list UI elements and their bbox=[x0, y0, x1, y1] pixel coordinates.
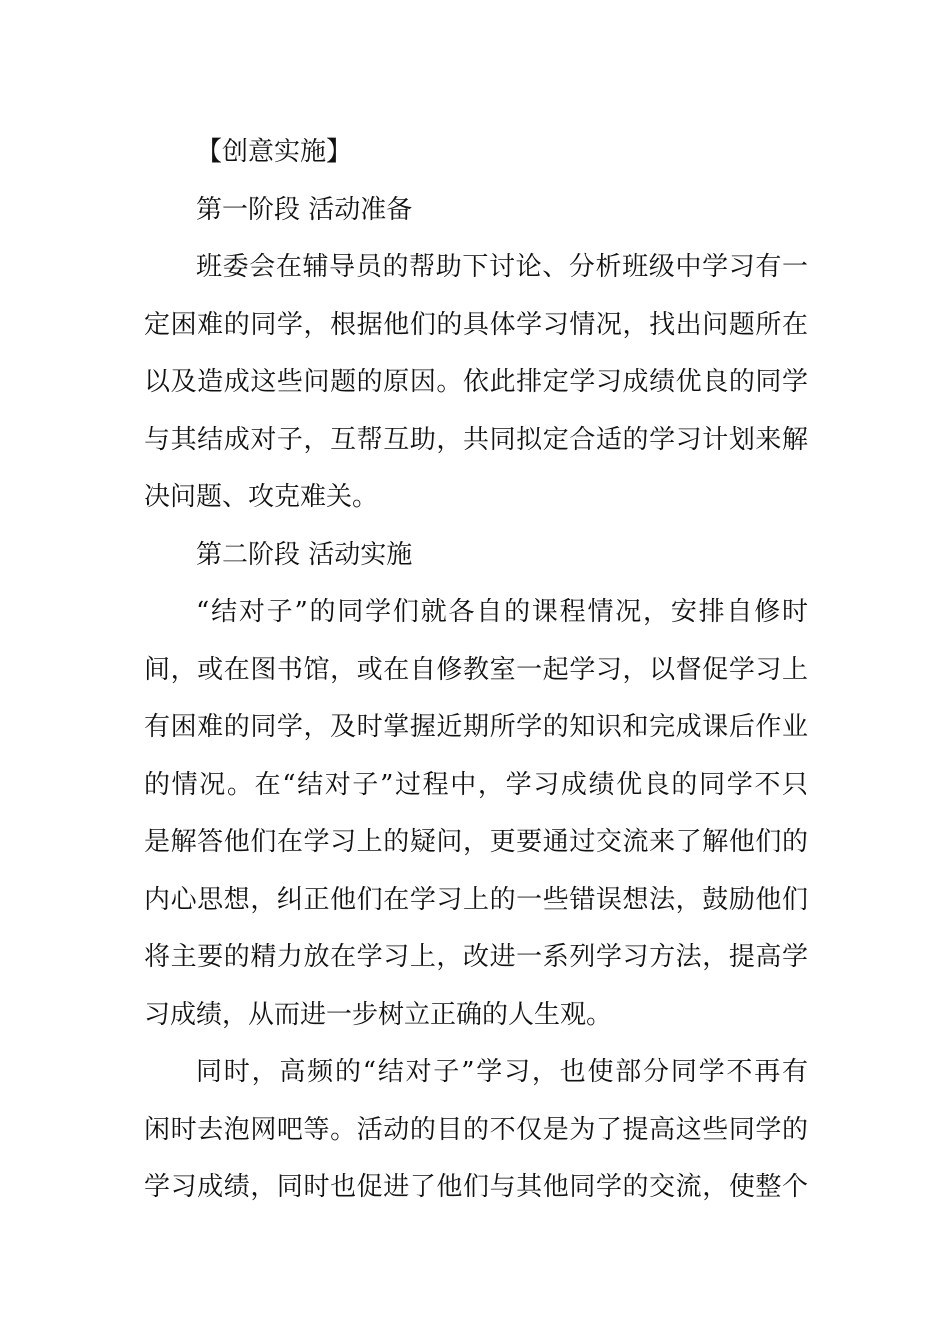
paragraph-line: 闲时去泡网吧等。活动的目的不仅是为了提高这些同学的 bbox=[144, 1114, 808, 1145]
paragraph-line: 同时，高频的“结对子”学习，也使部分同学不再有 bbox=[196, 1057, 808, 1087]
paragraph-line: 学习成绩，同时也促进了他们与其他同学的交流，使整个 bbox=[144, 1172, 808, 1202]
paragraph-line: 定困难的同学，根据他们的具体学习情况，找出问题所在 bbox=[144, 309, 808, 340]
paragraph-line: 习成绩，从而进一步树立正确的人生观。 bbox=[144, 999, 613, 1030]
paragraph-line: 班委会在辅导员的帮助下讨论、分析班级中学习有一 bbox=[196, 252, 808, 282]
section-title: 【创意实施】 bbox=[196, 137, 353, 167]
paragraph-line: 决问题、攻克难关。 bbox=[144, 482, 379, 512]
document-body bbox=[144, 124, 808, 1217]
paragraph-line: 是解答他们在学习上的疑问，更要通过交流来了解他们的 bbox=[144, 827, 808, 857]
paragraph-line: 有困难的同学，及时掌握近期所学的知识和完成课后作业 bbox=[144, 712, 808, 742]
stage1-paragraph bbox=[144, 239, 808, 527]
stage2-paragraph bbox=[144, 584, 808, 1044]
paragraph-line: “结对子”的同学们就各自的课程情况，安排自修时 bbox=[196, 597, 808, 627]
paragraph-line: 间，或在图书馆，或在自修教室一起学习，以督促学习上 bbox=[144, 654, 808, 685]
paragraph-3 bbox=[144, 1044, 808, 1217]
paragraph-line: 与其结成对子，互帮互助，共同拟定合适的学习计划来解 bbox=[144, 424, 808, 455]
paragraph-line: 的情况。在“结对子”过程中，学习成绩优良的同学不只 bbox=[144, 769, 808, 800]
paragraph-line: 以及造成这些问题的原因。依此排定学习成绩优良的同学 bbox=[144, 367, 808, 397]
paragraph-line: 内心思想，纠正他们在学习上的一些错误想法，鼓励他们 bbox=[144, 884, 808, 915]
paragraph-line: 将主要的精力放在学习上，改进一系列学习方法，提高学 bbox=[144, 942, 808, 972]
stage1-heading: 第一阶段 活动准备 bbox=[196, 194, 413, 225]
stage2-heading: 第二阶段 活动实施 bbox=[196, 539, 413, 570]
